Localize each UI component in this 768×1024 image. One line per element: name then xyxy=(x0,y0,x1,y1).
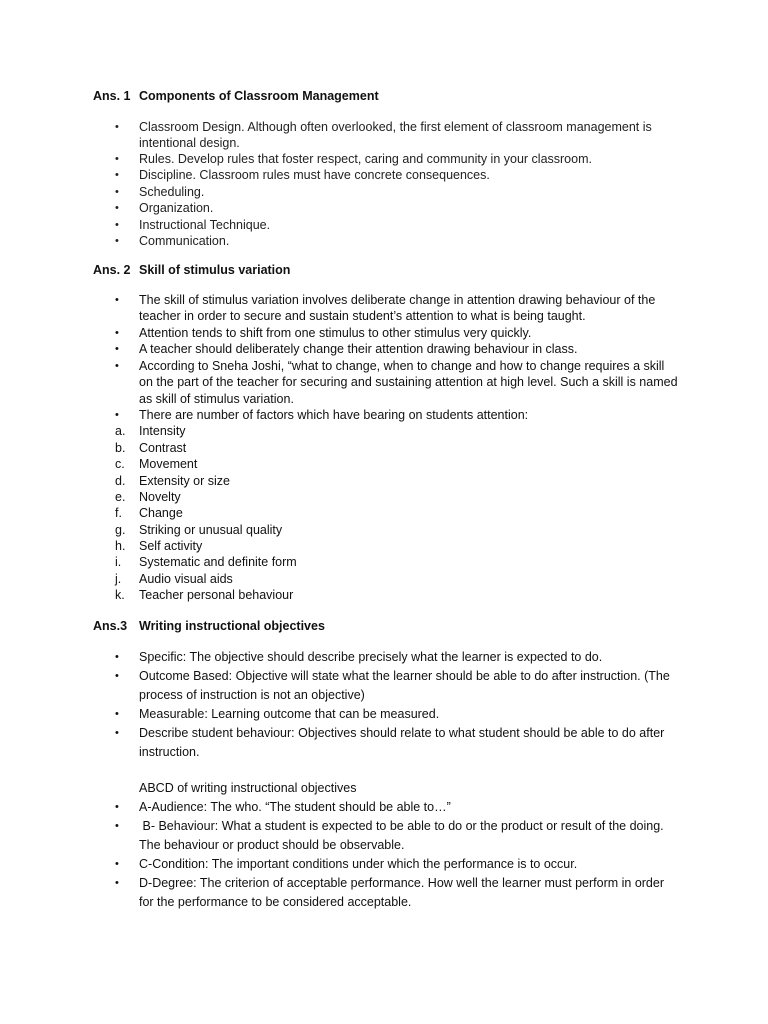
list-item: e. Novelty xyxy=(115,490,181,504)
list-item: j. Audio visual aids xyxy=(115,572,233,586)
list-item: • Rules. Develop rules that foster respect, caring and community in your classroom. xyxy=(115,152,592,166)
bullet-icon: • xyxy=(115,343,119,355)
answer-1-title: Components of Classroom Management xyxy=(139,89,379,103)
bullet-icon: • xyxy=(115,219,119,231)
list-item: • Instructional Technique. xyxy=(115,218,271,232)
bullet-icon: • xyxy=(115,202,119,214)
bullet-icon: • xyxy=(115,820,119,832)
list-item: d. Extensity or size xyxy=(115,474,231,488)
answer-3-number: Ans.3 xyxy=(93,619,128,633)
list-item: • Scheduling. xyxy=(115,185,205,199)
answer-3-title: Writing instructional objectives xyxy=(139,619,325,633)
bullet-icon: • xyxy=(115,670,119,682)
list-item: • Discipline. Classroom rules must have concrete consequences. xyxy=(115,168,490,182)
list-item: • Describe student behaviour: Objectives should relate to what student should be able to do after instruction. xyxy=(115,726,665,759)
list-item: • Attention tends to shift from one stimulus to other stimulus very quickly. xyxy=(115,326,532,340)
list-item: • D-Degree: The criterion of acceptable performance. How well the learner must perform in order for the performance to be considered acceptable. xyxy=(115,876,664,909)
list-item: • Organization. xyxy=(115,201,214,215)
list-item: • Measurable: Learning outcome that can be measured. xyxy=(139,705,679,724)
list-item: • Specific: The objective should describe precisely what the learner is expected to do. xyxy=(139,648,679,667)
bullet-icon: • xyxy=(115,801,119,813)
list-item: g. Striking or unusual quality xyxy=(115,523,283,537)
answer-2-heading xyxy=(93,262,290,278)
bullet-icon: • xyxy=(115,186,119,198)
bullet-icon: • xyxy=(115,708,119,720)
list-item: • There are number of factors which have bearing on students attention: xyxy=(115,408,529,422)
list-item: • The skill of stimulus variation involves deliberate change in attention drawing behaviour of the teacher in order to secure and sustain student’s attention to what is being taught. xyxy=(115,293,656,324)
answer-2-title: Skill of stimulus variation xyxy=(139,263,291,277)
list-item: c. Movement xyxy=(115,457,198,471)
bullet-icon: • xyxy=(115,360,119,372)
bullet-icon: • xyxy=(115,121,119,133)
list-item: k. Teacher personal behaviour xyxy=(115,588,294,602)
bullet-icon: • xyxy=(115,651,119,663)
bullet-icon: • xyxy=(115,858,119,870)
abcd-title: ABCD of writing instructional objectives xyxy=(139,781,357,795)
bullet-icon: • xyxy=(115,169,119,181)
list-item: • B- Behaviour: What a student is expected to be able to do or the product or result of the doing. The behaviour or product should be observable. xyxy=(115,819,667,852)
list-item: • A-Audience: The who. “The student should be able to…” xyxy=(139,798,679,817)
answer-1-number: Ans. 1 xyxy=(93,89,131,103)
list-item: f. Change xyxy=(115,506,183,520)
list-item: • Classroom Design. Although often overlooked, the first element of classroom management is intentional design. xyxy=(115,120,652,151)
bullet-icon: • xyxy=(115,294,119,306)
bullet-icon: • xyxy=(115,153,119,165)
answer-3-heading xyxy=(93,618,325,634)
list-item: a. Intensity xyxy=(115,424,186,438)
answer-2-number: Ans. 2 xyxy=(93,263,131,277)
bullet-icon: • xyxy=(115,409,119,421)
list-item: • Outcome Based: Objective will state what the learner should be able to do after instruction. (The process of instruction is not an objective) xyxy=(115,669,670,702)
list-item: • According to Sneha Joshi, “what to change, when to change and how to change requires a skill on the part of the teacher for securing and sustaining attention at high level. Such a skill is named as skill of stimulus variation. xyxy=(115,359,678,406)
answer-1-heading xyxy=(93,88,379,104)
bullet-icon: • xyxy=(115,877,119,889)
list-item: • Communication. xyxy=(115,234,230,248)
bullet-icon: • xyxy=(115,235,119,247)
list-item: • C-Condition: The important conditions under which the performance is to occur. xyxy=(139,855,679,874)
list-item: b. Contrast xyxy=(115,441,187,455)
list-item: h. Self activity xyxy=(115,539,203,553)
bullet-icon: • xyxy=(115,327,119,339)
bullet-icon: • xyxy=(115,727,119,739)
list-item: i. Systematic and definite form xyxy=(115,555,297,569)
list-item: • A teacher should deliberately change their attention drawing behaviour in class. xyxy=(115,342,578,356)
